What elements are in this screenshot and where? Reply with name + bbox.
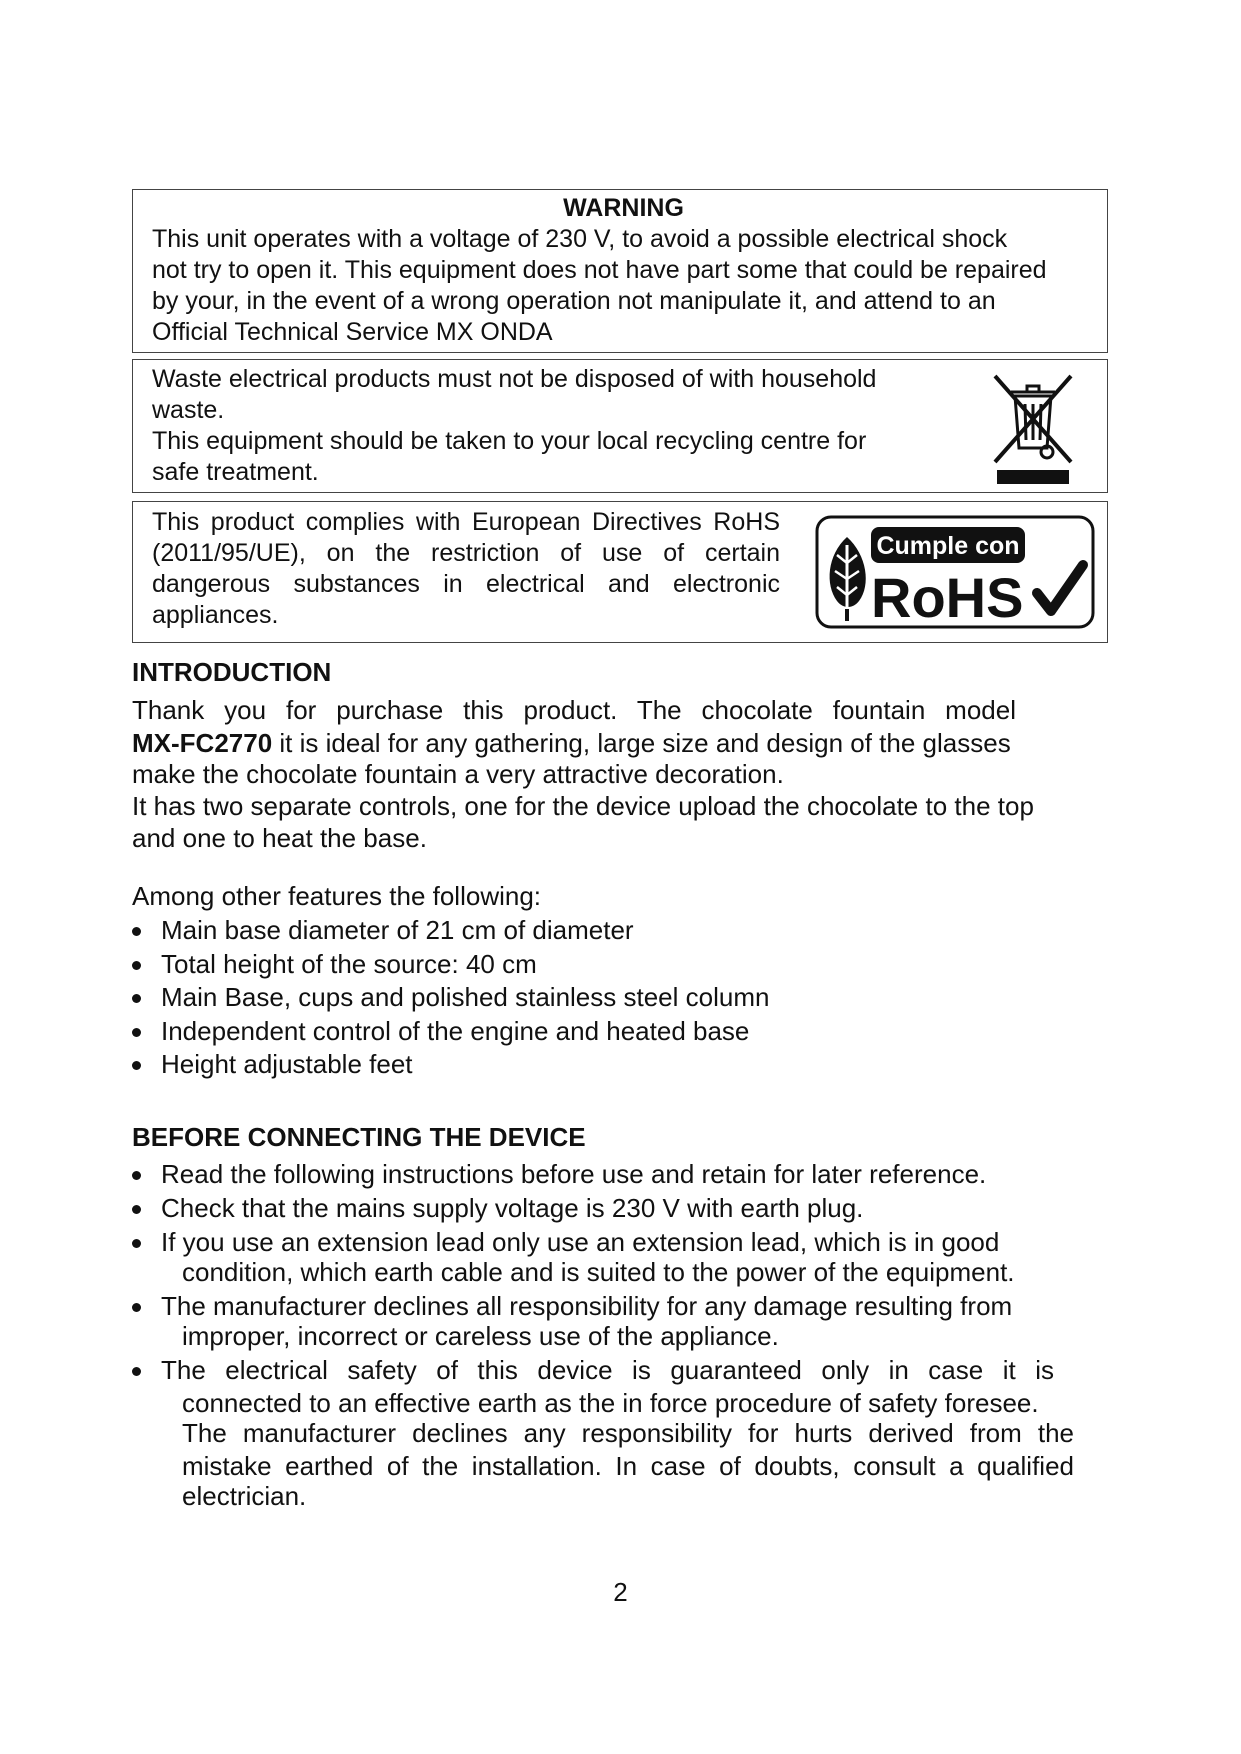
instructions-list [132,1158,1122,1513]
intro-line: and one to heat the base. [132,823,427,853]
warning-line: by your, in the event of a wrong operation not manipulate it, and attend to an [152,287,996,315]
list-item-text: If you use an extension lead only use an extension lead, which is in good [161,1227,1000,1257]
list-item: Total height of the source: 40 cm [132,948,1122,982]
before-connecting-body [132,1158,1122,1514]
rohs-line: This product complies with European Directives RoHS [152,508,780,536]
features-list [132,914,1122,1082]
rohs-compliance-logo [815,515,1095,629]
before-connecting-heading: BEFORE CONNECTING THE DEVICE [132,1122,586,1152]
list-item-text: Check that the mains supply voltage is 230 V with earth plug. [161,1193,864,1223]
list-item [132,1290,1122,1353]
weee-line: This equipment should be taken to your local recycling centre for [152,427,867,455]
weee-box [132,359,1108,493]
introduction-body [132,694,1122,1082]
weee-line: Waste electrical products must not be disposed of with household [152,365,877,393]
rohs-line: dangerous substances in electrical and electronic [152,570,780,598]
weee-line: waste. [152,396,225,424]
list-item [132,1158,1122,1191]
list-item-continuation: mistake earthed of the installation. In case of doubts, consult a qualified [182,1451,1074,1481]
intro-line: Thank you for purchase this product. The chocolate fountain model [132,695,1016,725]
page-number: 2 [613,1577,628,1607]
rohs-text [152,507,780,631]
list-item-continuation: The manufacturer declines any responsibility for hurts derived from the [182,1418,1074,1448]
list-item-continuation: connected to an effective earth as the in force procedure of safety foresee. [182,1388,1039,1418]
list-item [132,1192,1122,1225]
list-item-continuation: condition, which earth cable and is suited to the power of the equipment. [182,1257,1015,1287]
intro-line: make the chocolate fountain a very attractive decoration. [132,759,784,789]
list-item [132,1354,1122,1513]
intro-line-rest: it is ideal for any gathering, large size and design of the glasses [272,728,1011,758]
list-item: Independent control of the engine and heated base [132,1015,1122,1049]
warning-line: Official Technical Service MX ONDA [152,318,553,346]
list-item: Height adjustable feet [132,1048,1122,1082]
list-item-text: The manufacturer declines all responsibility for any damage resulting from [161,1291,1013,1321]
list-item-text: Read the following instructions before use and retain for later reference. [161,1159,987,1189]
rohs-box [132,501,1108,643]
list-item: Main base diameter of 21 cm of diameter [132,914,1122,948]
warning-line: This unit operates with a voltage of 230 V, to avoid a possible electrical shock [152,225,1008,253]
model-number: MX-FC2770 [132,728,273,758]
rohs-main-text: RoHS [871,566,1024,629]
list-item-text: The electrical safety of this device is guaranteed only in case it is [161,1355,1054,1385]
crossed-out-wheelie-bin-icon [983,366,1083,486]
warning-line: not try to open it. This equipment does not have part some that could be repaired [152,256,1047,284]
list-item-continuation: electrician. [182,1481,307,1511]
weee-line: safe treatment. [152,458,319,486]
list-item [132,1226,1122,1289]
introduction-heading: INTRODUCTION [132,657,332,687]
rohs-line: appliances. [152,601,279,629]
rohs-line: (2011/95/UE), on the restriction of use of certain [152,539,780,567]
list-item: Main Base, cups and polished stainless steel column [132,981,1122,1015]
intro-line [132,727,1122,760]
warning-title: WARNING [563,194,684,222]
rohs-badge-text: Cumple con [876,532,1020,560]
weee-text [152,364,972,488]
warning-box [132,189,1108,353]
list-item-continuation: improper, incorrect or careless use of the appliance. [182,1321,779,1351]
features-intro: Among other features the following: [132,881,542,911]
intro-line: It has two separate controls, one for the device upload the chocolate to the top [132,791,1034,821]
